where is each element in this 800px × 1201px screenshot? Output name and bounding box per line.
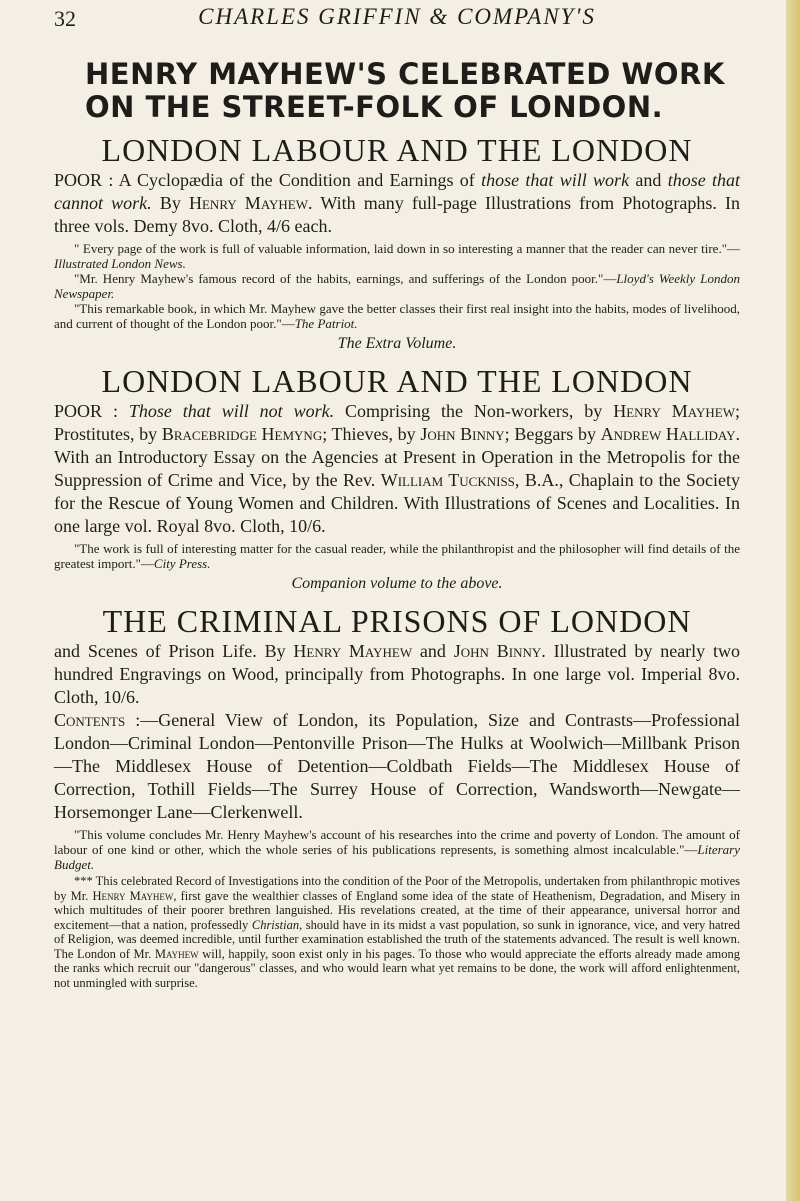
description-emphasis: those that will work: [481, 170, 630, 190]
closing-note: [54, 874, 740, 990]
running-header: [54, 0, 740, 58]
book-title: THE CRIMINAL PRISONS OF LONDON: [102, 603, 692, 639]
press-quote: [54, 271, 740, 301]
main-heading-line-2: ON THE STREET-FOLK OF LONDON.: [85, 90, 664, 124]
closing-text: , should have in its midst a vast population, so sunk in ignorance, vice, and very hatred of Religion, was deemed incredible, until further examination established the truth of the statements advanced. The result is well known. The London of Mr.: [54, 917, 740, 961]
book-title: LONDON LABOUR AND THE LONDON: [101, 132, 693, 168]
extra-volume-note: The Extra Volume.: [337, 335, 457, 352]
quote-text: "The work is full of interesting matter for the casual reader, while the philanthropist and the philosopher will find details of the greatest import."—: [54, 541, 740, 571]
description-text: By: [151, 193, 189, 213]
author-name: Henry Mayhew: [92, 888, 174, 903]
quote-source: Literary Budget.: [54, 842, 740, 872]
quote-source: City Press.: [153, 556, 211, 571]
main-heading-line-1: HENRY MAYHEW'S CELEBRATED WORK: [85, 57, 725, 91]
author-name: John Binny.: [453, 641, 546, 661]
author-name: Henry Mayhew.: [188, 193, 313, 213]
running-title: CHARLES GRIFFIN & COMPANY'S: [198, 4, 596, 29]
description-text: and: [629, 170, 668, 190]
author-name: William Tuckniss: [380, 470, 515, 490]
quote-source: The Patriot.: [294, 316, 358, 331]
quote-text: "This remarkable book, in which Mr. Mayhew gave the better classes their first real insight into the habits, modes of livelihood, and current of thought of the London poor."—: [54, 301, 740, 331]
description-text: POOR : A Cyclopædia of the Condition and Earnings of: [54, 170, 482, 190]
closing-emphasis: Christian: [251, 917, 300, 932]
closing-text: , first gave the wealthier classes of England some idea of the state of Heathenism, Degradation, and Misery in which multitudes of their poorer brethren languished. His revelations created, at the time of their appearance, universal horror and excitement—that a nation, professedly: [54, 888, 741, 932]
author-name: Andrew Halliday.: [600, 424, 741, 444]
book-entry-2: [54, 362, 740, 594]
book-description: [54, 640, 740, 709]
description-text: , B.A., Chaplain to the Society for the Rescue of Young Women and Children. With Illustrations of Scenes and Localities. In one large vol. Royal 8vo. Cloth, 10/6.: [54, 470, 740, 536]
description-text: With an Introductory Essay on the Agencies at Present in Operation in the Metropolis for the Suppression of Crime and Vice, by the Rev.: [54, 447, 740, 490]
page-number: 32: [54, 6, 76, 31]
contents-label: Contents: [54, 710, 126, 730]
quote-text: " Every page of the work is full of valuable information, laid down in so interesting a manner that the reader can never tire."—: [74, 241, 740, 256]
press-quote: [54, 827, 740, 872]
description-text: and Scenes of Prison Life. By: [54, 641, 294, 661]
contents-text: :—General View of London, its Population, Size and Contrasts—Professional London—Criminal London—Pentonville Prison—The Hulks at Woolwich—Millbank Prison—The Middlesex House of Detention—Coldbath Fields—The Middlesex House of Correction, Tothill Fields—The Surrey House of Correction, Wandsworth—Newgate—Horsemonger Lane—Clerkenwell.: [54, 710, 740, 822]
companion-volume-note: Companion volume to the above.: [291, 575, 503, 592]
author-name: John Binny: [420, 424, 505, 444]
description-text: ; Thieves, by: [322, 424, 421, 444]
author-name: Henry Mayhew: [293, 641, 413, 661]
description-text: Illustrated by nearly two hundred Engravings on Wood, principally from Photographs. In one large vol. Imperial 8vo. Cloth, 10/6.: [54, 641, 740, 707]
description-text: ; Beggars by: [504, 424, 601, 444]
press-quote: [54, 241, 740, 271]
description-text: and: [412, 641, 454, 661]
closing-text: *** This celebrated Record of Investigations into the condition of the Poor of the Metropolis, undertaken from philanthropic motives by Mr.: [54, 874, 740, 903]
author-name: Henry Mayhew: [613, 401, 735, 421]
book-title: LONDON LABOUR AND THE LONDON: [101, 363, 693, 399]
book-entry-1: [54, 131, 740, 354]
press-quotes: [54, 827, 740, 872]
book-description: [54, 169, 740, 238]
quote-text: "Mr. Henry Mayhew's famous record of the habits, earnings, and sufferings of the London poor."—: [74, 271, 617, 286]
description-text: With many full-page Illustrations from Photographs. In three vols. Demy 8vo. Cloth, 4/6 each.: [54, 193, 740, 236]
description-text: Comprising the Non-workers, by: [334, 401, 614, 421]
author-name: Mayhew: [154, 946, 199, 961]
description-text: POOR :: [54, 401, 129, 421]
press-quote: [54, 541, 740, 571]
press-quote: [54, 301, 740, 331]
contents-list: [54, 709, 740, 824]
quote-text: "This volume concludes Mr. Henry Mayhew's account of his researches into the crime and poverty of London. The amount of labour of one kind or other, which the whole series of his publications represents, is something almost incalculable."—: [54, 827, 740, 857]
press-quotes: [54, 241, 740, 331]
book-entry-3: [54, 602, 740, 990]
press-quotes: [54, 541, 740, 571]
quote-source: Illustrated London News.: [54, 256, 186, 271]
description-text: ; Prostitutes, by: [54, 401, 741, 444]
description-emphasis: those that cannot work.: [54, 170, 740, 213]
book-description: [54, 400, 740, 538]
main-heading: [54, 58, 740, 124]
closing-text: will, happily, soon exist only in his pages. To those who would appreciate the efforts already made among the ranks which recruit our "dangerous" classes, and who would learn what yet remains to be done, the work will afford enlightenment, not unmingled with surprise.: [54, 946, 740, 990]
author-name: Bracebridge Hemyng: [161, 424, 323, 444]
page-edge: [786, 0, 800, 1201]
quote-source: Lloyd's Weekly London Newspaper.: [54, 271, 740, 301]
description-emphasis: Those that will not work.: [128, 401, 335, 421]
